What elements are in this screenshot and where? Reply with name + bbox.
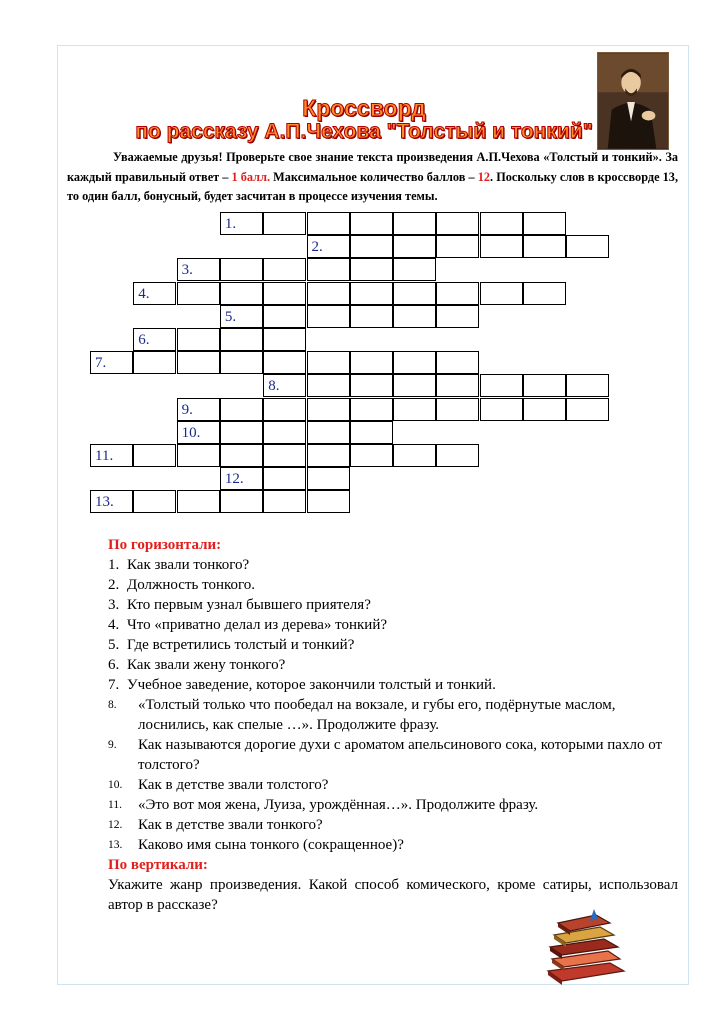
crossword-number: 4. — [138, 285, 150, 302]
clue-number: 3. — [108, 597, 120, 613]
clue-text: Что «приватно делал из дерева» тонкий? — [127, 617, 388, 633]
crossword-cell[interactable] — [436, 235, 479, 258]
intro-part-2: Максимальное количество баллов – — [270, 169, 478, 184]
crossword-cell[interactable] — [220, 490, 263, 513]
crossword-cell[interactable] — [133, 351, 176, 374]
crossword-cell[interactable] — [566, 374, 609, 397]
clue-number: 9. — [108, 739, 117, 751]
crossword-cell[interactable] — [480, 374, 523, 397]
crossword-cell[interactable] — [307, 490, 350, 513]
crossword-cell[interactable] — [263, 258, 306, 281]
clue-item — [108, 575, 678, 595]
clue-number: 1. — [108, 557, 120, 573]
clue-item — [108, 815, 678, 835]
crossword-number: 3. — [181, 262, 193, 279]
crossword-cell[interactable] — [350, 305, 393, 328]
crossword-cell[interactable] — [350, 258, 393, 281]
crossword-cell[interactable] — [307, 467, 350, 490]
crossword-cell[interactable] — [177, 328, 220, 351]
crossword-cell[interactable] — [177, 490, 220, 513]
crossword-cell[interactable] — [393, 398, 436, 421]
crossword-cell[interactable] — [307, 282, 350, 305]
crossword-start-cell[interactable] — [177, 398, 220, 421]
page-title — [0, 96, 728, 144]
crossword-cell[interactable] — [177, 282, 220, 305]
crossword-cell[interactable] — [350, 374, 393, 397]
clue-item — [108, 595, 678, 615]
crossword-cell[interactable] — [566, 398, 609, 421]
crossword-cell[interactable] — [523, 374, 566, 397]
intro-max: 12 — [477, 169, 491, 184]
crossword-cell[interactable] — [393, 258, 436, 281]
crossword-cell[interactable] — [393, 235, 436, 258]
crossword-cell[interactable] — [307, 305, 350, 328]
crossword-cell[interactable] — [480, 212, 523, 235]
crossword-cell[interactable] — [393, 212, 436, 235]
crossword-cell[interactable] — [220, 282, 263, 305]
clue-item — [108, 795, 678, 815]
intro-point: 1 балл. — [231, 169, 271, 184]
crossword-start-cell[interactable] — [220, 212, 263, 235]
horizontal-heading: По горизонтали: — [108, 537, 222, 553]
crossword-cell[interactable] — [436, 282, 479, 305]
crossword-cell[interactable] — [436, 398, 479, 421]
crossword-cell[interactable] — [307, 421, 350, 444]
crossword-cell[interactable] — [393, 305, 436, 328]
clue-item — [108, 555, 678, 575]
clue-text: Как звали тонкого? — [127, 557, 250, 573]
clue-text: «Это вот моя жена, Луиза, урождённая…». Продолжите фразу. — [138, 797, 539, 813]
crossword-cell[interactable] — [436, 212, 479, 235]
crossword-cell[interactable] — [350, 398, 393, 421]
crossword-cell[interactable] — [523, 398, 566, 421]
crossword-cell[interactable] — [307, 351, 350, 374]
crossword-cell[interactable] — [393, 282, 436, 305]
crossword-cell[interactable] — [307, 212, 350, 235]
crossword-cell[interactable] — [350, 421, 393, 444]
crossword-cell[interactable] — [436, 444, 479, 467]
clue-number: 2. — [108, 577, 120, 593]
crossword-number: 13. — [95, 494, 114, 511]
crossword-start-cell[interactable] — [90, 351, 133, 374]
crossword-cell[interactable] — [523, 212, 566, 235]
crossword-cell[interactable] — [393, 374, 436, 397]
clue-number: 12. — [108, 819, 123, 831]
crossword-cell[interactable] — [263, 490, 306, 513]
clue-item — [108, 655, 678, 675]
clue-text: Как в детстве звали толстого? — [138, 777, 329, 793]
crossword-number: 11. — [95, 448, 114, 464]
crossword-cell[interactable] — [307, 444, 350, 467]
crossword-start-cell[interactable] — [307, 235, 350, 258]
crossword-cell[interactable] — [523, 235, 566, 258]
clue-number: 8. — [108, 699, 117, 711]
clue-text: Где встретились толстый и тонкий? — [127, 637, 355, 653]
intro-part-1: Уважаемые друзья! Проверьте свое знание текста произведения А.П.Чехова «Толстый и тонкий». За каждый правильный ответ – — [67, 150, 678, 184]
intro-part-3: . Поскольку слов в кроссворде 13, то один балл, бонусный, будет засчитан в процессе изучения темы. — [67, 169, 679, 203]
clue-text: Как звали жену тонкого? — [127, 657, 286, 673]
crossword-cell[interactable] — [307, 398, 350, 421]
crossword-cell[interactable] — [350, 444, 393, 467]
crossword-cell[interactable] — [436, 305, 479, 328]
clue-number: 6. — [108, 657, 120, 673]
crossword-start-cell[interactable] — [90, 444, 133, 467]
crossword-number: 1. — [224, 216, 237, 232]
clue-text: Каково имя сына тонкого (сокращенное)? — [138, 837, 404, 853]
crossword-cell[interactable] — [220, 328, 263, 351]
crossword-cell[interactable] — [350, 235, 393, 258]
title-line-1: Кроссворд — [302, 95, 426, 121]
crossword-cell[interactable] — [220, 351, 263, 374]
clue-text: Учебное заведение, которое закончили толстый и тонкий. — [127, 677, 496, 693]
crossword-start-cell[interactable] — [263, 374, 306, 397]
clue-number: 5. — [108, 637, 120, 653]
clue-text: Как в детстве звали тонкого? — [138, 817, 323, 833]
title-line-2: по рассказу А.П.Чехова "Толстый и тонкий" — [135, 120, 593, 143]
crossword-cell[interactable] — [220, 444, 263, 467]
crossword-cell[interactable] — [133, 444, 176, 467]
crossword-cell[interactable] — [220, 398, 263, 421]
crossword-start-cell[interactable] — [133, 328, 176, 351]
crossword-start-cell[interactable] — [177, 258, 220, 281]
crossword-cell[interactable] — [393, 351, 436, 374]
crossword-cell[interactable] — [350, 212, 393, 235]
crossword-cell[interactable] — [263, 467, 306, 490]
crossword-cell[interactable] — [263, 398, 306, 421]
crossword-start-cell[interactable] — [133, 282, 176, 305]
crossword-cell[interactable] — [566, 235, 609, 258]
crossword-start-cell[interactable] — [220, 467, 263, 490]
crossword-number: 6. — [138, 332, 150, 348]
crossword-number: 9. — [181, 401, 193, 418]
crossword-cell[interactable] — [133, 490, 176, 513]
crossword-number: 5. — [224, 308, 237, 325]
crossword-cell[interactable] — [436, 351, 479, 374]
clue-item — [108, 635, 678, 655]
clue-item — [108, 615, 678, 635]
crossword-cell[interactable] — [307, 258, 350, 281]
vertical-clue: Укажите жанр произведения. Какой способ комического, кроме сатиры, использовал автор в рассказе? — [108, 877, 678, 913]
crossword-cell[interactable] — [436, 374, 479, 397]
crossword-cell[interactable] — [177, 444, 220, 467]
crossword-start-cell[interactable] — [90, 490, 133, 513]
clue-item — [108, 735, 678, 775]
crossword-number: 8. — [268, 378, 280, 395]
clue-number: 7. — [108, 677, 120, 693]
crossword-start-cell[interactable] — [177, 421, 220, 444]
crossword-cell[interactable] — [263, 282, 306, 305]
crossword-cell[interactable] — [263, 421, 306, 444]
clue-text: Как называются дорогие духи с ароматом апельсинового сока, которыми пахло от толстого? — [138, 737, 663, 773]
crossword-cell[interactable] — [523, 282, 566, 305]
crossword-cell[interactable] — [220, 258, 263, 281]
clue-item — [108, 695, 678, 735]
crossword-number: 2. — [311, 239, 323, 256]
crossword-cell[interactable] — [480, 235, 523, 258]
clue-text: Должность тонкого. — [127, 577, 256, 593]
vertical-heading: По вертикали: — [108, 857, 208, 873]
crossword-cell[interactable] — [263, 212, 306, 235]
clue-text: Кто первым узнал бывшего приятеля? — [127, 597, 371, 613]
crossword-cell[interactable] — [263, 305, 306, 328]
crossword-number: 7. — [95, 355, 107, 372]
crossword-cell[interactable] — [480, 282, 523, 305]
crossword-cell[interactable] — [393, 444, 436, 467]
crossword-cell[interactable] — [307, 374, 350, 397]
crossword-number: 12. — [224, 471, 244, 488]
clue-number: 11. — [108, 799, 122, 811]
crossword-cell[interactable] — [350, 351, 393, 374]
crossword-cell[interactable] — [220, 421, 263, 444]
crossword-cell[interactable] — [480, 398, 523, 421]
clue-item — [108, 675, 678, 695]
clue-item — [108, 835, 678, 855]
horizontal-clue-list — [108, 555, 678, 855]
clue-number: 4. — [108, 617, 120, 633]
crossword-cell[interactable] — [263, 328, 306, 351]
crossword-cell[interactable] — [263, 444, 306, 467]
clue-text: «Толстый только что пообедал на вокзале, и губы его, подёрнутые маслом, лоснились, как спелые …». Продолжите фразу. — [138, 697, 616, 733]
crossword-cell[interactable] — [177, 351, 220, 374]
clues-section — [108, 535, 678, 915]
intro-text — [67, 148, 678, 207]
clue-item — [108, 775, 678, 795]
crossword-cell[interactable] — [350, 282, 393, 305]
crossword-cell[interactable] — [263, 351, 306, 374]
clue-number: 13. — [108, 839, 123, 851]
crossword-number: 10. — [181, 424, 201, 441]
clue-number: 10. — [108, 779, 123, 791]
crossword-start-cell[interactable] — [220, 305, 263, 328]
books-icon — [540, 905, 630, 985]
